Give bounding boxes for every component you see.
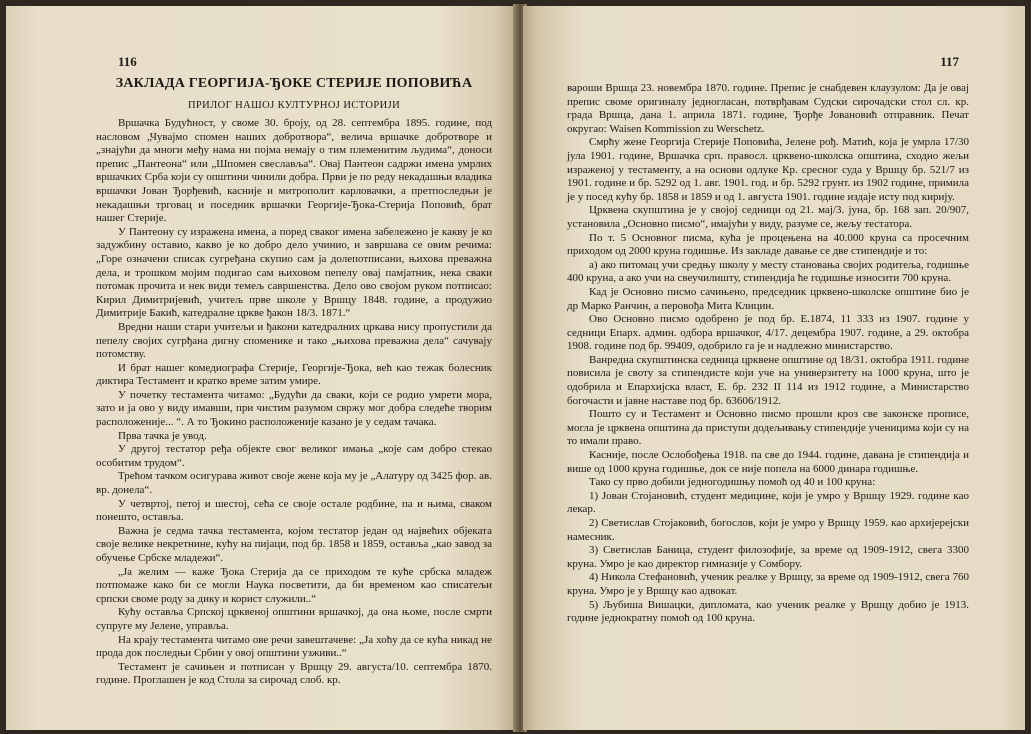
paragraph: У четвртој, петој и шестој, сећа се своје остале родбине, па и њима, сваком понешто, оставља. [96,497,492,524]
page-number-left: 116 [118,54,137,69]
article-subtitle: ПРИЛОГ НАШОЈ КУЛТУРНОЈ ИСТОРИЈИ [187,100,401,111]
paragraph: вароши Вршца 23. новембра 1870. године. Препис је снабдевен клаузулом: Да је овај препис своме оригиналу једногласан, потврђавам Судски сирочадски стол сл. кр. града Вршца, дана 1. априла 1871. године, Ђорђе Јовановић отправник. Печат округао: Waisen Kommission zu Werschetz. [567,82,969,135]
paragraph: Ванредна скупштинска седница црквене општине од 18/31. октобра 1911. године повисила је своту за стипендисте који уче на универзитету на 1000 круна, што је одобрила и Епархијска власт, Е. бр. 232 II 114 из 1912 године, а Министарство богочасти и јавне наставе под бр. 63606/1912. [567,353,969,407]
left-page-body [96,117,492,688]
list-item: 4) Никола Стефановић, ученик реалке у Вршцу, за време од 1909-1912, свега 760 круна. Умро је у Вршцу као адвокат. [567,571,969,597]
paragraph: Црквена скупштина је у својој седници од 21. мај/3. јуна, бр. 168 зап. 20/907, установила „Основно писмо“, имајући у виду, разуме се, жељу тестатора. [567,204,969,230]
paragraph: У почетку тестамента читамо: „Будући да сваки, који се родио умрети мора, зато и ја ово у виду имавши, при чистим разумом свржу мог добра следеће творим расположеније... “. А то Ђокино расположеније казано је у седам тачака. [96,388,492,429]
paragraph: Смрћу жене Георгија Стерије Поповића, Јелене рођ. Матић, која је умрла 17/30 јула 1901. године, Вршачка срп. правосл. црквено-школска општина, сходно жељи израженој у тестаменту, а на основи одлуке Кр. сресног суда у Вршцу бр. 521/7 из 1901. године и бр. 5292 од 1. авг. 1901. год. и бр. 5292 грунт. из 1902 године, примила је у посед кућу бр. 1858 и 1859 и од 1. августа 1901. године издаје исту под кирију. [567,136,969,203]
list-item: 5) Љубиша Вишацки, дипломата, као ученик реалке у Вршцу добио је 1913. године једнократну помоћ од 100 круна. [567,598,969,625]
list-item: 3) Светислав Бaница, студент филозофије, за време од 1909-1912, свега 3300 круна. Умро је као директор гимназије у Сомбору. [567,544,969,570]
paragraph: У Пантеону су изражена имена, а поред сваког имена забележено је какву је ко задужбину оставио, какво је ко добро дело учинио, и завршава се овим речима: „Горе означени списак сугређана скупио сам ја долепотписани, њихова преважна дела, и трошком мојим подигао сам њиховом пепелу овај памјатник, нека сваки потомак прочита и нек види темељ савршенства. Дело ово својом руком потписао: Кирил Димитријевић, учитељ прве школе у Вршцу 1848. године, а продужио Димитрије Бакић, катедралне цркве ђакон 18/3. 1871.“ [96,225,492,320]
list-item: 2) Светислав Стојаковић, богослов, који је умро у Вршцу 1959. као архијерејски намесник. [567,517,969,543]
paragraph: Кад је Основно писмо сачињено, председник црквено-школске општине био је др Марко Ранчин, а перовођа Мита Клицин. [567,285,969,312]
paragraph: „Ја желим — каже Ђока Стерија да се приходом те куће србска младеж потпомаже како би се могли Наука посветити, да би временом као списатељи српски своме роду за дику и корист служили..“ [96,565,492,605]
left-page [6,6,516,730]
paragraph: Тако су прво добили једногодишњу помоћ од 40 и 100 круна: [589,476,876,489]
paragraph: Вредни наши стари учитељи и ђакони катедралних цркава нису пропустили да пепелу својих сугрђана дигну споменике и тако „њихова преважна дела“ сачувају потомству. [96,320,492,361]
right-page [523,6,1025,730]
paragraph: Кућу оставља Српској црквеној општини вршачкој, да она њоме, после смрти супруге му Јелене, управља. [96,606,492,632]
paragraph: Ово Основно писмо одобрено је под бр. Е.1874, 11 333 из 1907. године у седници Епарх. админ. одбора вршачког, 4/17. децембра 1907. године, а 29. октобра 1908. године под бр. 99409, одобрило га је и надлежно министарство. [567,313,969,353]
paragraph: Пошто су и Тестамент и Основно писмо прошли кроз све законске прописе, могла је црквена општина да приступи додељивању стипендије ученицима који су на то имали право. [567,408,969,448]
right-page-body [567,82,969,626]
paragraph: а) ако питомац учи средњу школу у месту становања својих родитеља, годишње 400 круна, а ако учи на свеучилишту, стипендија ће годишње износити 700 круна. [567,258,969,285]
paragraph: Вршачка Будућност, у своме 30. броју, од 28. септембра 1895. године, под насловом „Чувајмо спомен наших добротвора“, велича вршачке добротворе и „знајући да многи међу нама ни појма немају о тим племенитим људима“, доноси препис „Пантеона“ или „Шпомен свеславља“. Овај Пантеон садржи имена умрлих вршачких Срба који су општини чинили добра. Први је по реду некадашњи владика вршачки Јован Ђорђевић, касније и митрополит карловачки, а претпоследњи је некадашњи трговац и поседник вршачки Георгије-Ђока-Стерија Поповић, брат нашег Стерије. [96,117,492,225]
paragraph: Важна је седма тачка тестамента, којом тестатор један од највећих објеката своје велике некретнине, кућу на пијаци, под бр. 1858 и 1859, оставља „као завод за обучење Србске младежи“. [96,524,492,564]
paragraph: И брат нашег комедиографа Стерије, Георгије-Ђока, већ као тежак болесник диктира Тестамент и кратко време затим умире. [96,361,492,388]
paragraph: У другој тестатор ређа објекте свог великог имања „које сам добро стекао особитим трудом“. [96,443,492,469]
article-title: ЗАКЛАДА ГЕОРГИЈА-ЂОКЕ СТЕРИЈЕ ПОПОВИЋА [115,76,473,91]
paragraph: Трећом тачком осигурава живот своје жене која му је „Алатуру од 3425 фор. ав. вр. донела“. [96,470,492,497]
paragraph: На крају тестамента читамо ове речи завештачеве: „Ја хоћу да се кућа никад не прода док последњи Србин у овој општини узживи..“ [96,633,492,660]
paragraph: Касније, после Ослобођења 1918. па све до 1944. године, давана је стипендија и више од 1000 круна годишње, док се није попела на 6000 динара годишње. [567,449,969,475]
paragraph: Прва тачка је увод. [118,429,207,442]
paragraph: По т. 5 Основног писма, кућа је процењена на 40.000 круна са просечним приходом од 2000 круна годишње. Из закладе давање се две стипендије и то: [567,231,969,258]
paragraph: Тестамент је сачињен и потписан у Вршцу 29. августа/10. септембра 1870. године. Проглашен је код Стола за сирочад слоб. кр. [96,660,492,687]
page-number-right: 117 [940,54,959,69]
list-item: 1) Јован Стојановић, студент медицине, који је умро у Вршцу 1929. године као лекар. [567,489,969,516]
